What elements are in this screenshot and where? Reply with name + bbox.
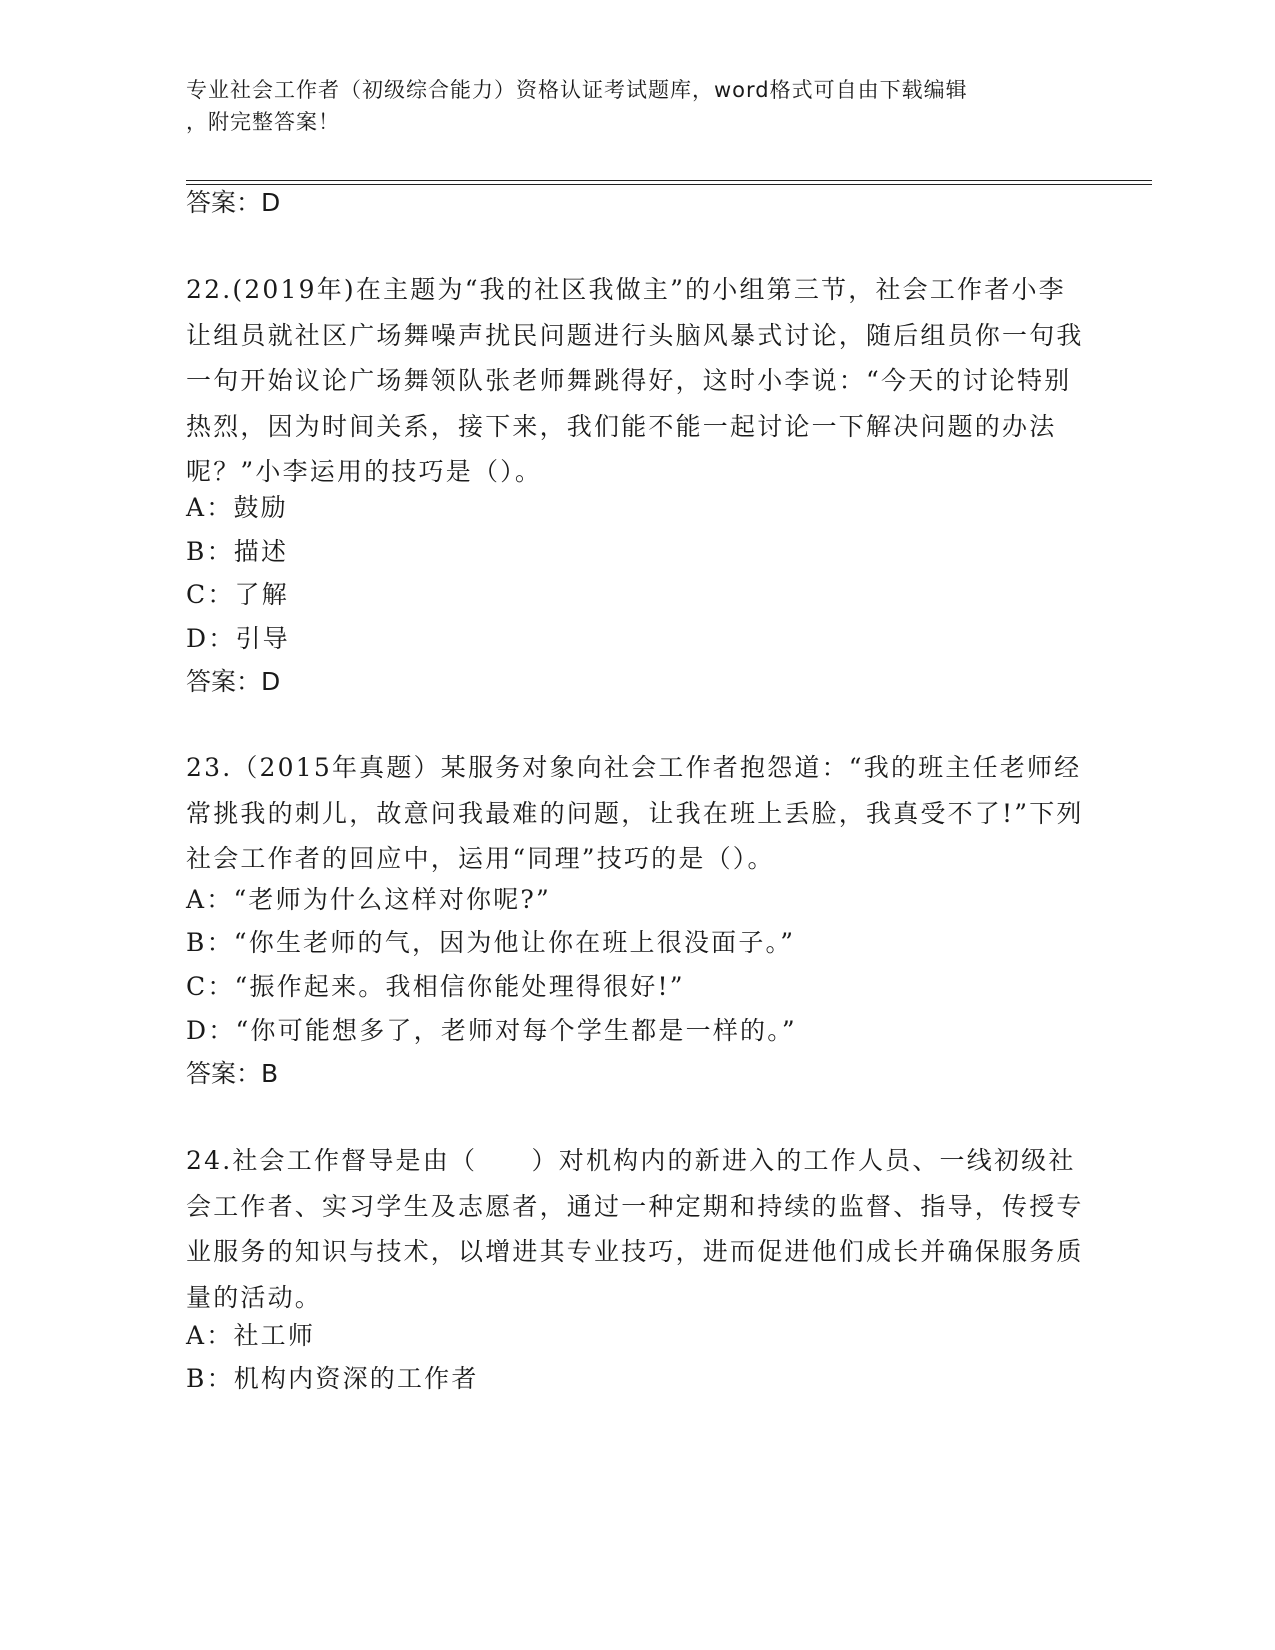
answer-22: 答案：D [186,667,281,696]
header-divider-bottom [186,184,1152,185]
question-23-option-a: A：“老师为什么这样对你呢?” [186,885,552,914]
question-23-option-b: B：“你生老师的气，因为他让你在班上很没面子。” [186,928,796,957]
answer-23: 答案：B [186,1059,279,1088]
header-divider-top [186,180,1152,181]
question-22-option-a: A：鼓励 [186,493,288,522]
question-23-option-c: C：“振作起来。我相信你能处理得很好!” [186,972,685,1001]
header-line-2: ，附完整答案！ [186,110,340,134]
question-24-text: 24.社会工作督导是由（ ）对机构内的新进入的工作人员、一线初级社会工作者、实习学生及志愿者，通过一种定期和持续的监督、指导，传授专业服务的知识与技术，以增进其专业技巧，进而促进他们成长并确保服务质量的活动。 [186,1146,1084,1312]
header-line-1: 专业社会工作者（初级综合能力）资格认证考试题库，word格式可自由下载编辑 [186,78,968,102]
question-22-text: 22.(2019年)在主题为“我的社区我做主”的小组第三节，社会工作者小李让组员就社区广场舞噪声扰民问题进行头脑风暴式讨论，随后组员你一句我一句开始议论广场舞领队张老师舞跳得好，这时小李说：“今天的讨论特别热烈，因为时间关系，接下来，我们能不能一起讨论一下解决问题的办法呢？”小李运用的技巧是（）。 [186,275,1084,486]
question-23-text: 23.（2015年真题）某服务对象向社会工作者抱怨道：“我的班主任老师经常挑我的刺儿，故意问我最难的问题，让我在班上丢脸，我真受不了!”下列社会工作者的回应中，运用“同理”技巧的是（）。 [186,753,1084,873]
answer-21: 答案：D [186,188,281,217]
question-24-option-b: B：机构内资深的工作者 [186,1364,479,1393]
question-22-option-b: B：描述 [186,537,289,566]
document-header [186,74,1066,138]
question-23-option-d: D：“你可能想多了，老师对每个学生都是一样的。” [186,1016,797,1045]
question-24-option-a: A：社工师 [186,1321,316,1350]
question-22-option-c: C：了解 [186,580,289,609]
question-22-option-d: D：引导 [186,624,290,653]
